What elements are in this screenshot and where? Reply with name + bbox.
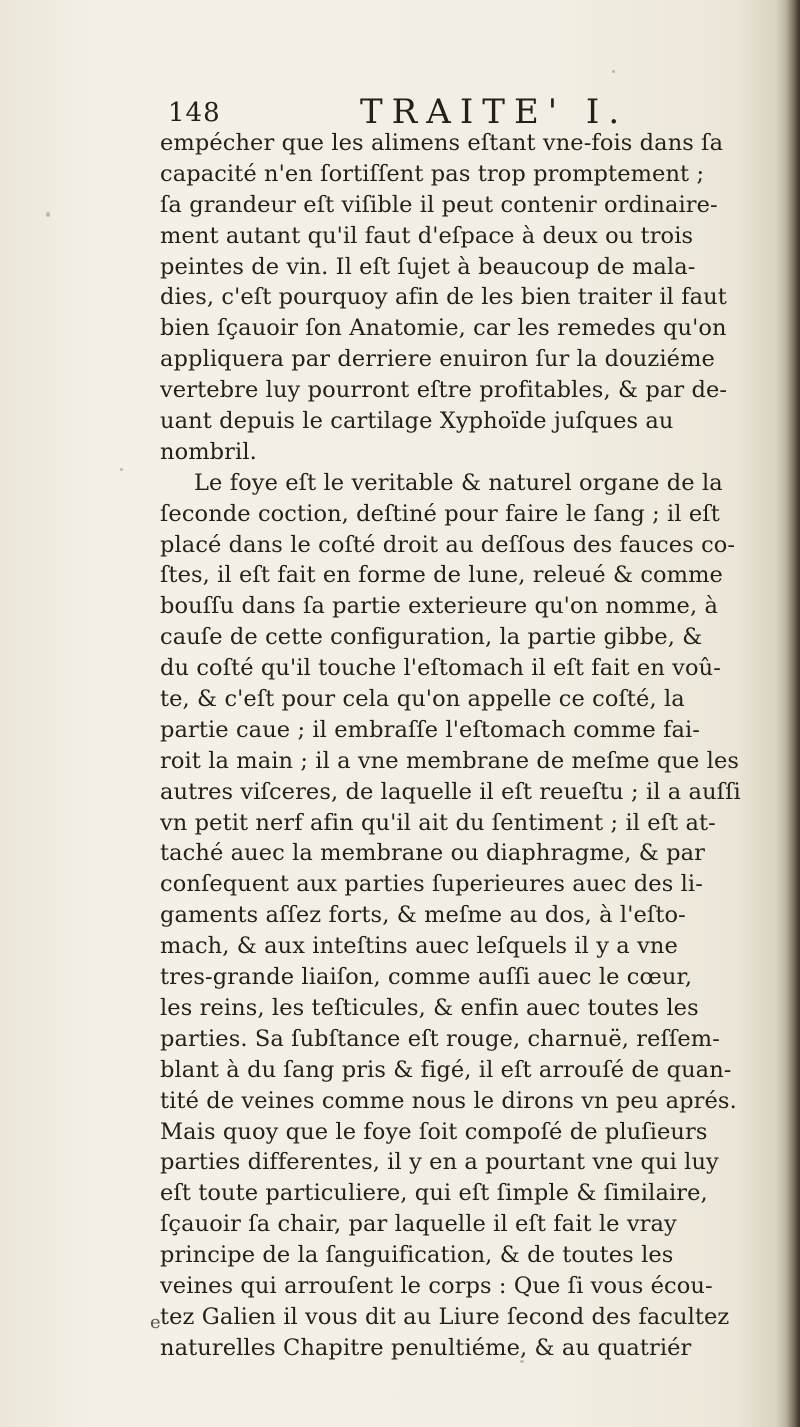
text-line: ſçauoir ſa chair, par laquelle il eſt fait le vray	[160, 1211, 677, 1238]
text-line: capacité n'en ſortiſſent pas trop promptement ;	[160, 160, 705, 187]
paper-speck	[46, 212, 50, 217]
text-line: tres-grande liaiſon, comme auſſi auec le cœur,	[160, 964, 693, 991]
text-line: te, & c'eſt pour cela qu'on appelle ce coſté, la	[160, 686, 685, 713]
page-header-title: TRAITE' I.	[360, 92, 629, 132]
text-line: principe de la ſanguification, & de toutes les	[160, 1242, 674, 1269]
text-line: blant à du ſang pris & figé, il eſt arrouſé de quan-	[160, 1056, 732, 1083]
text-line: eſt toute particuliere, qui eſt ſimple & ſimilaire,	[160, 1180, 708, 1207]
text-line: parties. Sa ſubſtance eſt rouge, charnuë, reſſem-	[160, 1025, 720, 1052]
text-line: naturelles Chapitre penultiéme, & au quatriér	[160, 1334, 692, 1361]
paragraph-first-line: Le foye eſt le veritable & naturel organe de la	[194, 469, 723, 496]
text-line: autres viſceres, de laquelle il eſt reueſtu ; il a auſſi	[160, 778, 741, 805]
text-line: roit la main ; il a vne membrane de meſme que les	[160, 747, 740, 774]
text-line: bien ſçauoir ſon Anatomie, car les remedes qu'on	[160, 315, 727, 342]
text-line: peintes de vin. Il eſt ſujet à beaucoup de mala-	[160, 253, 696, 280]
catchword: e	[150, 1312, 161, 1333]
text-line: cauſe de cette configuration, la partie gibbe, &	[160, 624, 703, 651]
text-line: ſtes, il eſt fait en forme de lune, releué & comme	[160, 562, 723, 589]
text-line: du coſté qu'il touche l'eſtomach il eſt fait en voû-	[160, 655, 721, 682]
text-line: empécher que les alimens eſtant vne-fois dans ſa	[160, 130, 724, 156]
text-line: conſequent aux parties ſuperieures auec des li-	[160, 871, 703, 898]
text-line: ſa grandeur eſt viſible il peut contenir ordinaire-	[160, 191, 718, 218]
text-line: mach, & aux inteſtins auec leſquels il y a vne	[160, 933, 678, 960]
text-line: veines qui arrouſent le corps : Que ſi vous écou-	[160, 1272, 713, 1299]
text-line: partie caue ; il embraſſe l'eſtomach comme fai-	[160, 716, 701, 743]
paper-speck	[120, 468, 123, 471]
text-line: dies, c'eſt pourquoy afin de les bien traiter il faut	[160, 284, 727, 311]
text-line: bouſſu dans ſa partie exterieure qu'on nomme, à	[160, 593, 718, 620]
text-line: tité de veines comme nous le dirons vn peu aprés.	[160, 1087, 737, 1114]
text-line: taché auec la membrane ou diaphragme, & par	[160, 840, 705, 867]
text-line: ment autant qu'il faut d'eſpace à deux ou trois	[160, 222, 694, 249]
text-line: gaments aſſez forts, & meſme au dos, à l'eſto-	[160, 902, 686, 929]
text-line: placé dans le coſté droit au deſſous des fauces co-	[160, 531, 736, 558]
paper-speck	[612, 70, 615, 73]
text-line: parties differentes, il y en a pourtant vne qui luy	[160, 1149, 719, 1176]
text-line: uant depuis le cartilage Xyphoïde juſques au	[160, 408, 674, 435]
text-line: vn petit nerf afin qu'il ait du ſentiment ; il eſt at-	[160, 809, 716, 836]
body-text	[160, 128, 766, 1364]
page-number: 148	[168, 98, 221, 128]
text-line: appliquera par derriere enuiron ſur la douziéme	[160, 346, 715, 373]
text-line: ſeconde coction, deſtiné pour faire le ſang ; il eſt	[160, 500, 720, 527]
text-line: les reins, les teſticules, & enfin auec toutes les	[160, 994, 699, 1021]
binding-shadow	[786, 0, 800, 1427]
text-line: vertebre luy pourront eſtre profitables, & par de-	[160, 377, 728, 404]
text-line: Mais quoy que le foye ſoit compoſé de pluſieurs	[160, 1118, 708, 1145]
text-line: tez Galien il vous dit au Liure ſecond des facultez	[160, 1303, 730, 1330]
text-line: nombril.	[160, 438, 257, 465]
